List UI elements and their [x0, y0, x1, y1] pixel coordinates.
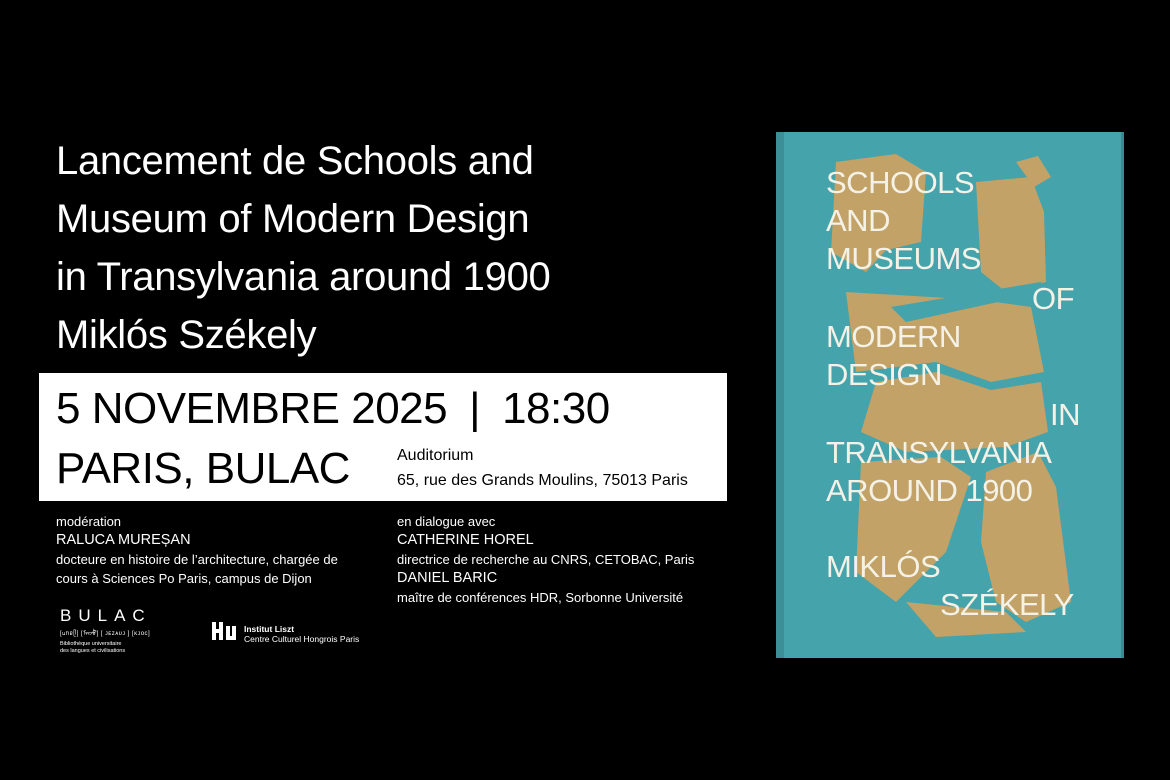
- cover-line: SZÉKELY: [940, 587, 1074, 622]
- cover-line: MUSEUMS: [826, 241, 981, 276]
- event-title: [56, 132, 736, 364]
- speaker-name: DANIEL BARIC: [397, 570, 498, 586]
- dialogue-credits: [397, 512, 694, 607]
- speaker-desc: directrice de recherche au CNRS, CETOBAC, Paris: [397, 552, 695, 567]
- venue-room: Auditorium: [397, 447, 474, 464]
- moderation-credits: [56, 512, 338, 588]
- event-date: 5 NOVEMBRE 2025: [56, 384, 448, 433]
- cover-line: AND: [826, 203, 890, 238]
- cover-line: MODERN: [826, 319, 961, 354]
- cover-line: TRANSYLVANIA: [826, 435, 1052, 470]
- cover-line: IN: [1050, 397, 1080, 432]
- speaker-name: CATHERINE HOREL: [397, 532, 534, 548]
- liszt-monogram-icon: [211, 620, 237, 642]
- dialogue-label: en dialogue avec: [397, 514, 496, 529]
- moderation-label: modération: [56, 514, 122, 529]
- title-line-1: Lancement de Schools and: [56, 139, 534, 183]
- liszt-name: Institut Liszt: [244, 624, 295, 634]
- date-venue-box: [39, 373, 727, 501]
- liszt-text: [244, 624, 359, 644]
- venue-address-block: [397, 443, 688, 493]
- bulac-logo: [60, 605, 180, 675]
- venue-address: 65, rue des Grands Moulins, 75013 Paris: [397, 472, 688, 489]
- moderator-desc-line-1: docteure en histoire de l’architecture, chargée de: [56, 552, 338, 567]
- moderator-name: RALUCA MUREȘAN: [56, 532, 191, 548]
- event-venue: PARIS, BULAC: [56, 444, 350, 493]
- title-line-4-author: Miklós Székely: [56, 313, 317, 357]
- bulac-scripts: [ᥙᥒᥱᥫ] [ᠮᠠᠨᠵᡠ] [ ᴊᴇᴢᴀᴜᴊ ] [ᴋᴊᴏᴄ]: [60, 631, 151, 637]
- speaker-desc: maître de conférences HDR, Sorbonne Université: [397, 590, 684, 605]
- cover-line: MIKLÓS: [826, 549, 941, 584]
- date-time-line: [56, 381, 610, 437]
- cover-line: OF: [1032, 281, 1075, 316]
- title-line-2: Museum of Modern Design: [56, 197, 530, 241]
- cover-line: SCHOOLS: [826, 165, 975, 200]
- title-line-3: in Transylvania around 1900: [56, 255, 551, 299]
- bulac-subtitle-line-2: des langues et civilisations: [60, 648, 126, 654]
- liszt-subtitle: Centre Culturel Hongrois Paris: [244, 634, 360, 644]
- cover-line: DESIGN: [826, 357, 942, 392]
- book-cover: [776, 132, 1124, 658]
- date-separator: |: [469, 384, 481, 433]
- bulac-wordmark: BULAC: [60, 606, 152, 625]
- moderator-desc-line-2: cours à Sciences Po Paris, campus de Dijon: [56, 571, 312, 586]
- bulac-subtitle: [60, 641, 180, 655]
- event-time: 18:30: [502, 384, 610, 433]
- cover-line: AROUND 1900: [826, 473, 1033, 508]
- bulac-subtitle-line-1: Bibliothèque universitaire: [60, 641, 122, 647]
